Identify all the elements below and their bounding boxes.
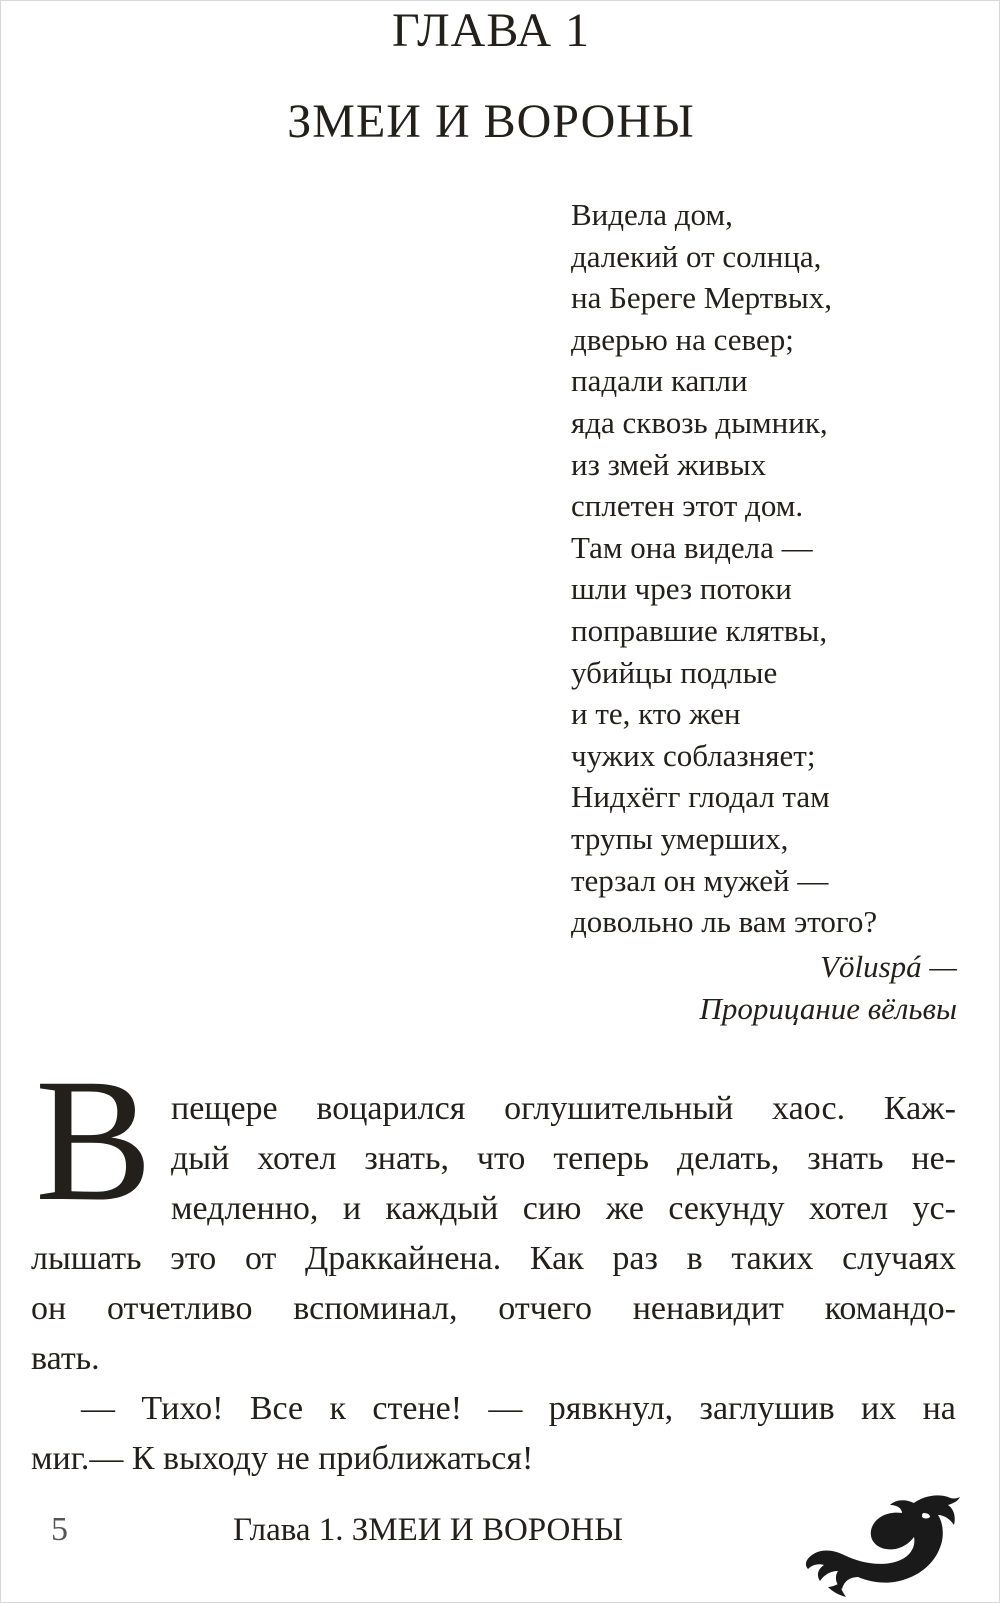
- dragon-icon: [798, 1491, 963, 1601]
- running-title: Глава 1. ЗМЕИ И ВОРОНЫ: [233, 1512, 623, 1548]
- epigraph-line: далекий от солнца,: [571, 238, 822, 274]
- epigraph-line: убийцы подлые: [571, 654, 778, 690]
- word: хаос.: [772, 1090, 846, 1127]
- word: К: [131, 1440, 164, 1477]
- epigraph-line: Видела дом,: [571, 197, 733, 232]
- body-text: [31, 1084, 956, 1484]
- word: Каж-: [883, 1090, 956, 1127]
- text-line: [31, 1434, 956, 1484]
- word: стене!: [372, 1390, 463, 1427]
- word: это: [170, 1240, 217, 1277]
- word: знать: [807, 1140, 884, 1177]
- epigraph-line: дверью на север;: [571, 321, 794, 357]
- word: Тихо!: [141, 1390, 224, 1427]
- word: хотел: [257, 1140, 337, 1177]
- word: их: [861, 1390, 897, 1427]
- word: что: [476, 1140, 526, 1177]
- word: хотел: [808, 1190, 889, 1227]
- epigraph-line: из змей живых: [571, 446, 767, 482]
- epigraph-source-subtitle: Прорицание вёльвы: [699, 991, 957, 1026]
- text-line: [31, 1334, 956, 1384]
- word: пещере: [171, 1090, 278, 1127]
- word: таких: [731, 1240, 814, 1277]
- epigraph-line: терзал он мужей —: [571, 862, 829, 898]
- epigraph-line: трупы умерших,: [571, 820, 789, 856]
- epigraph-line: шли чрез потоки: [571, 571, 792, 607]
- word: ненавидит: [632, 1290, 784, 1327]
- word: сию: [522, 1190, 582, 1227]
- word: выходу: [163, 1440, 277, 1477]
- word: приближаться!: [318, 1440, 534, 1477]
- word: секунду: [668, 1190, 785, 1227]
- text-line: [31, 1184, 956, 1234]
- epigraph: [571, 194, 961, 943]
- word: же: [605, 1190, 644, 1227]
- epigraph-line: и те, кто жен: [571, 696, 741, 732]
- word: раз: [612, 1240, 658, 1277]
- word: Как: [529, 1240, 584, 1277]
- epigraph-line: Нидхёгг глодал там: [571, 779, 830, 815]
- epigraph-source-title: Völuspá —: [820, 949, 957, 984]
- epigraph-line: сплетен этот дом.: [571, 488, 804, 524]
- text-line: [31, 1084, 956, 1134]
- chapter-title: ЗМЕИ И ВОРОНЫ: [287, 95, 695, 148]
- word: не: [276, 1440, 319, 1477]
- epigraph-line: на Береге Мертвых,: [571, 280, 833, 316]
- text-line: [31, 1234, 956, 1284]
- word: рявкнул,: [548, 1390, 674, 1427]
- word: —: [81, 1390, 115, 1427]
- word: Драккайнена.: [305, 1240, 502, 1277]
- epigraph-line: чужих соблазняет;: [571, 737, 816, 773]
- text-line: [31, 1384, 956, 1434]
- word: в: [686, 1240, 703, 1277]
- word: отчетливо: [106, 1290, 253, 1327]
- text-line: [31, 1134, 956, 1184]
- epigraph-line: яда сквозь дымник,: [571, 404, 828, 440]
- word: ус-: [912, 1190, 956, 1227]
- word: заглушив: [699, 1390, 835, 1427]
- word: каждый: [385, 1190, 499, 1227]
- word: и: [342, 1190, 362, 1227]
- page-number: 5: [51, 1511, 68, 1548]
- word: теперь: [553, 1140, 650, 1177]
- epigraph-line: Там она видела —: [571, 529, 813, 565]
- epigraph-line: падали капли: [571, 363, 748, 399]
- chapter-number: ГЛАВА 1: [391, 4, 590, 57]
- word: не-: [911, 1140, 956, 1177]
- word: случаях: [842, 1240, 956, 1277]
- word: от: [244, 1240, 277, 1277]
- epigraph-source: [700, 946, 957, 1030]
- word: медленно,: [171, 1190, 319, 1227]
- word: Все: [249, 1390, 304, 1427]
- word: оглушительный: [504, 1090, 734, 1127]
- word: делать,: [676, 1140, 780, 1177]
- epigraph-line: поправшие клятвы,: [571, 612, 828, 648]
- word: отчего: [498, 1290, 592, 1327]
- word: дый: [171, 1140, 230, 1177]
- word: он: [31, 1290, 67, 1327]
- word: командо-: [824, 1290, 956, 1327]
- word: вспоминал,: [293, 1290, 458, 1327]
- word: воцарился: [316, 1090, 466, 1127]
- word: лышать: [31, 1240, 142, 1277]
- word: знать,: [364, 1140, 450, 1177]
- word: —: [488, 1390, 523, 1427]
- word: миг.—: [31, 1440, 132, 1477]
- text-line: [31, 1284, 956, 1334]
- epigraph-line: довольно ль вам этого?: [571, 904, 878, 940]
- word: вать.: [31, 1340, 100, 1377]
- word: к: [329, 1390, 347, 1427]
- drop-cap: В: [35, 1043, 153, 1238]
- word: на: [922, 1390, 956, 1427]
